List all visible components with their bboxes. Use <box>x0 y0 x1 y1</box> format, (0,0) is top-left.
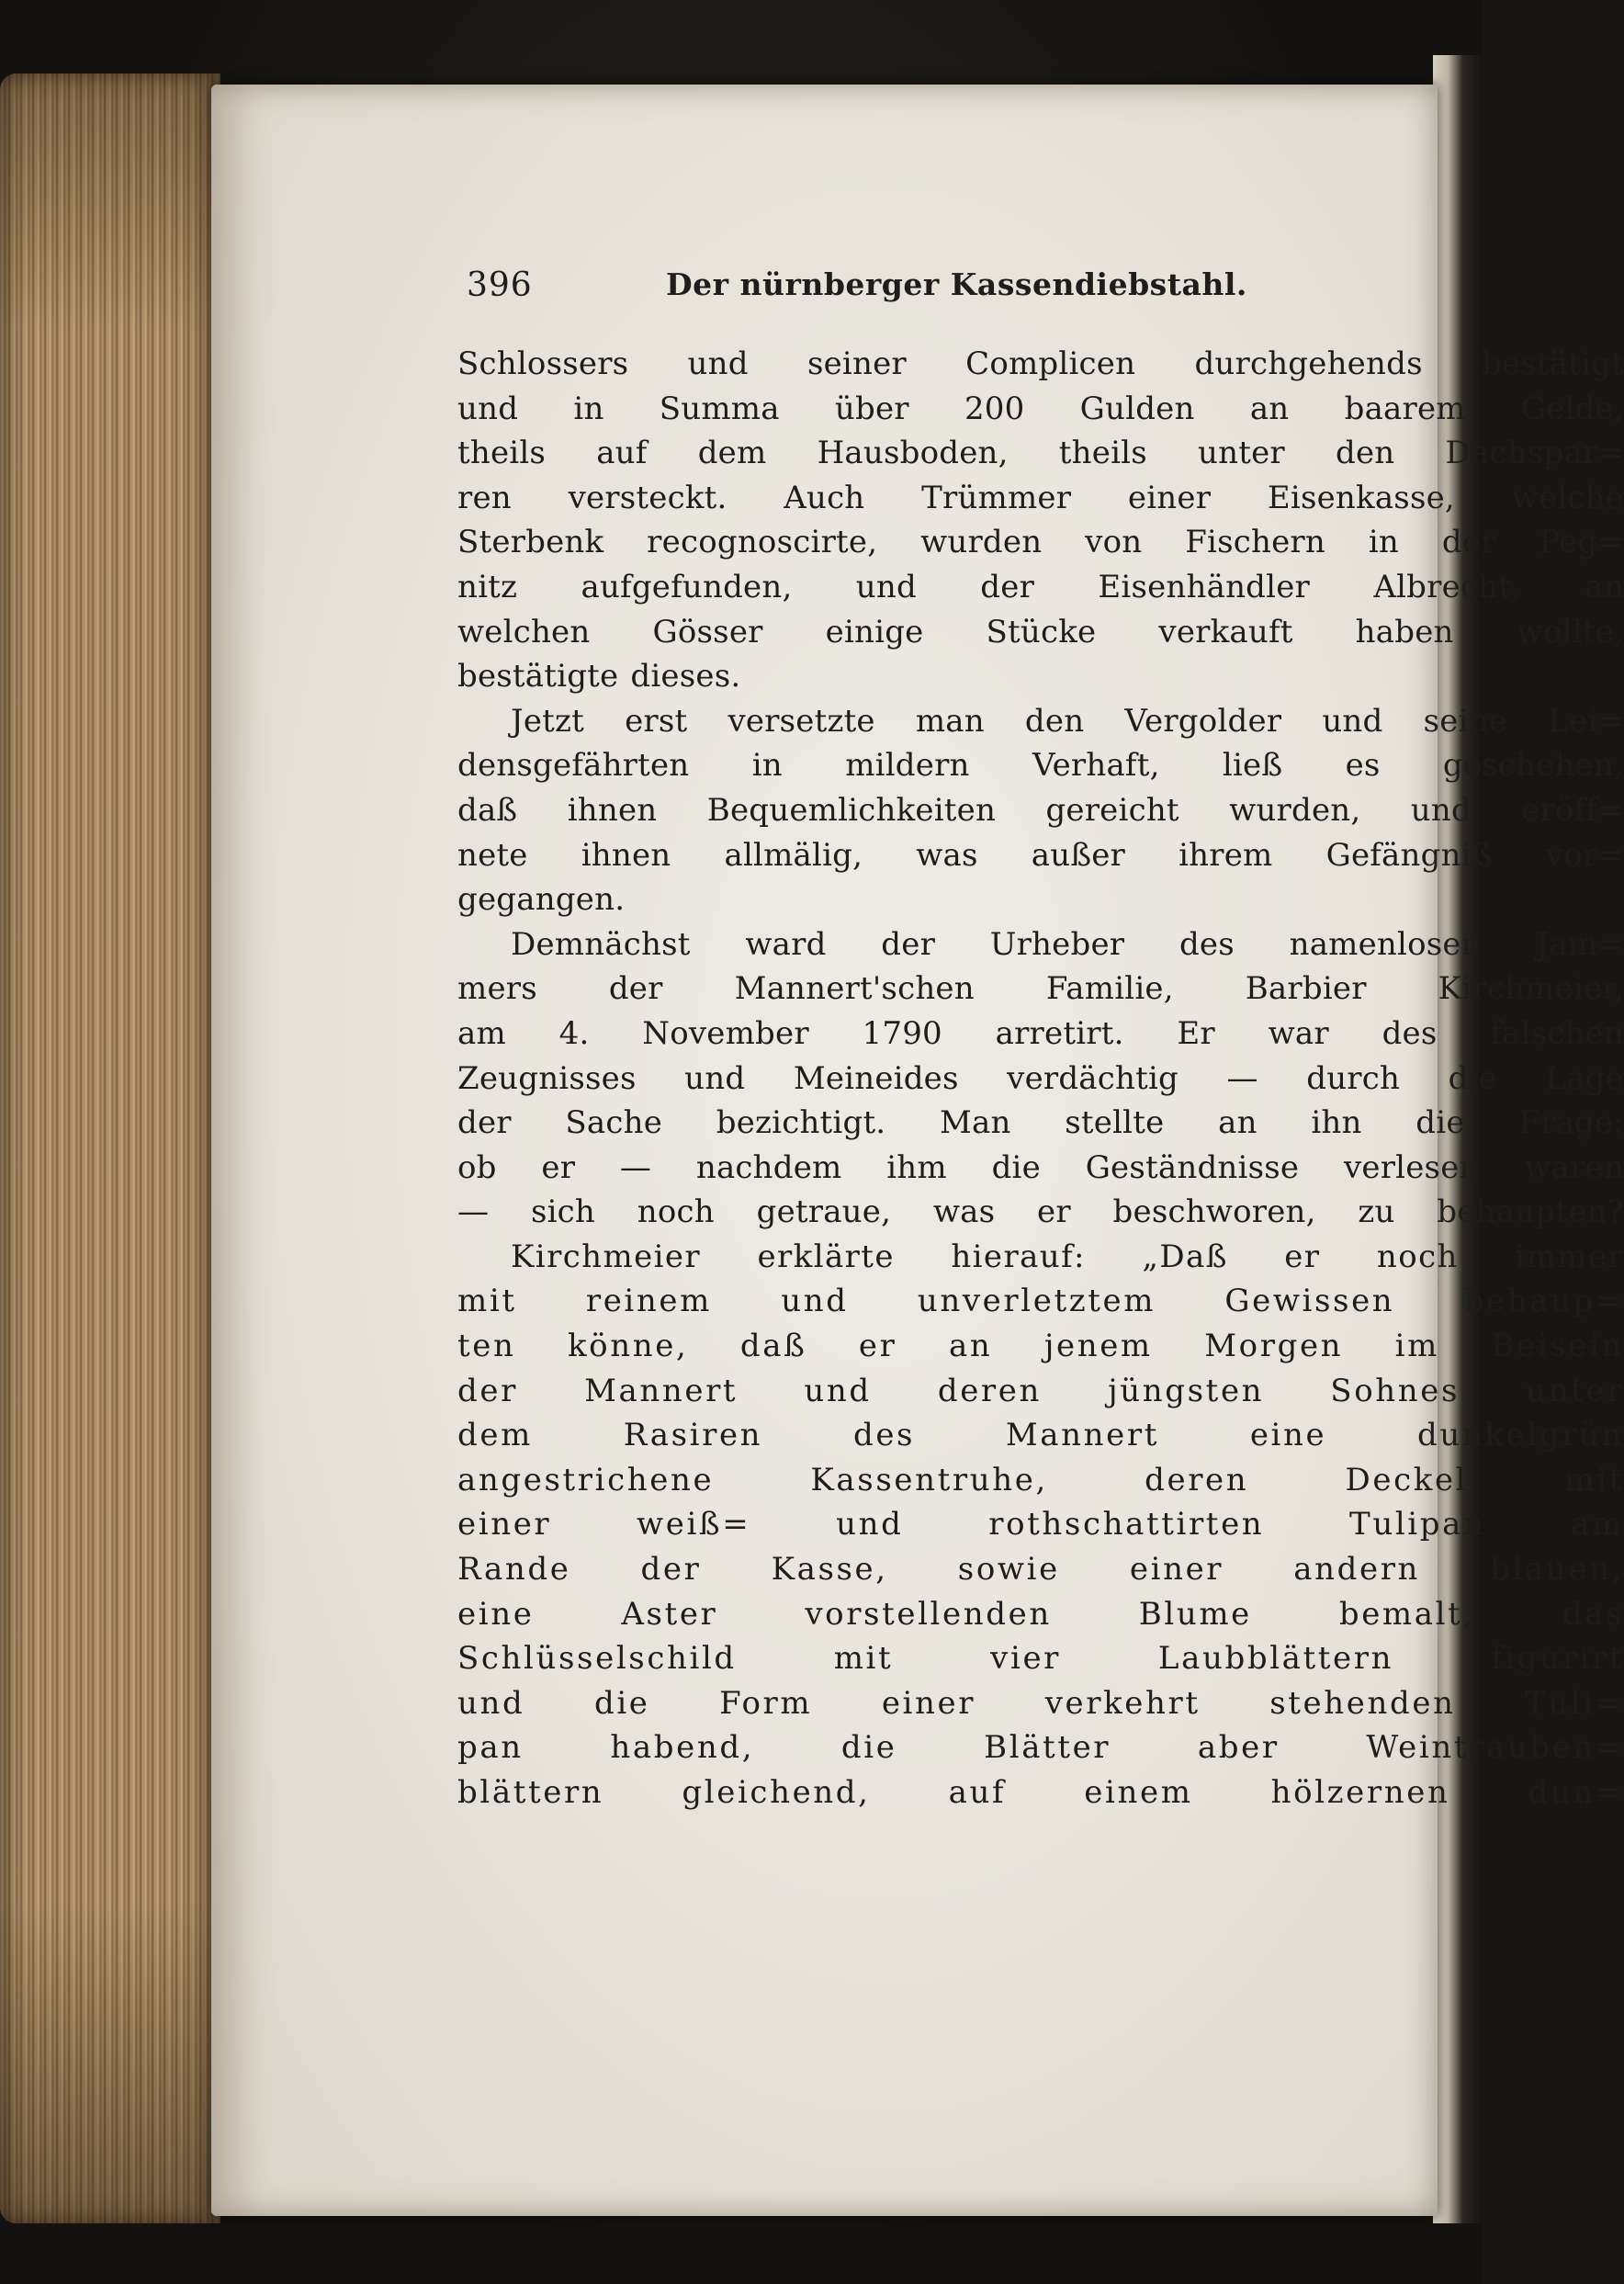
text-line: — sich noch getraue, was er beschworen, zu behaupten? <box>457 1193 1624 1231</box>
text-line: ten könne, daß er an jenem Morgen im Beisein <box>457 1328 1624 1365</box>
text-line: Zeugnisses und Meineides verdächtig — durch die Lage <box>457 1059 1624 1097</box>
text-line: mit reinem und unverletztem Gewissen behaup= <box>457 1283 1624 1320</box>
text-line: ren versteckt. Auch Trümmer einer Eisenkasse, welche <box>457 479 1624 516</box>
text-line: und in Summa über 200 Gulden an baarem Gelde, <box>457 390 1624 427</box>
text-line: Demnächst ward der Urheber des namenlosen Jam= <box>511 925 1624 963</box>
text-line: Jetzt erst versetzte man den Vergolder und seine Lei= <box>511 702 1624 740</box>
text-line: bestätigte dieses. <box>457 658 741 695</box>
text-line: Schlossers und seiner Complicen durchgehends bestätigt <box>457 345 1624 382</box>
text-line: Rande der Kasse, sowie einer andern blauen, <box>457 1551 1624 1589</box>
text-line: mers der Mannert'schen Familie, Barbier Kirchmeier, <box>457 970 1624 1008</box>
text-line: theils auf dem Hausboden, theils unter den Dachspar= <box>457 435 1624 472</box>
text-line: densgefährten in mildern Verhaft, ließ es geschehen, <box>457 747 1624 785</box>
text-line: pan habend, die Blätter aber Weintrauben= <box>457 1729 1624 1767</box>
text-line: und die Form einer verkehrt stehenden Tuli= <box>457 1684 1624 1722</box>
text-line: Kirchmeier erklärte hierauf: „Daß er noch immer <box>511 1238 1624 1275</box>
text-line: einer weiß= und rothschattirten Tulipan am <box>457 1506 1624 1543</box>
text-line: Schlüsselschild mit vier Laubblättern figurirt <box>457 1640 1624 1678</box>
text-line: nitz aufgefunden, und der Eisenhändler Albrecht, an <box>457 568 1624 605</box>
page-content <box>246 266 1624 1811</box>
book-fore-edge <box>0 73 220 2223</box>
text-line: eine Aster vorstellenden Blume bemalt, das <box>457 1595 1624 1633</box>
text-line: blättern gleichend, auf einem hölzernen dun= <box>457 1774 1624 1811</box>
page-number: 396 <box>467 266 533 304</box>
text-line: am 4. November 1790 arretirt. Er war des falschen <box>457 1014 1624 1052</box>
running-title: Der nürnberger Kassendiebstahl. <box>666 266 1247 302</box>
text-line: nete ihnen allmälig, was außer ihrem Gefängniß vor= <box>457 836 1624 874</box>
text-line: gegangen. <box>457 881 626 919</box>
text-line: dem Rasiren des Mannert eine dunkelgrün <box>457 1417 1624 1454</box>
text-line: ob er — nachdem ihm die Geständnisse verlesen waren <box>457 1148 1624 1186</box>
text-line: angestrichene Kassentruhe, deren Deckel mit <box>457 1461 1624 1498</box>
text-line: der Mannert und deren jüngsten Sohnes unter <box>457 1372 1624 1409</box>
text-line: der Sache bezichtigt. Man stellte an ihn die Frage: <box>457 1104 1624 1142</box>
running-head <box>246 266 1371 322</box>
text-line: daß ihnen Bequemlichkeiten gereicht wurden, und eröff= <box>457 791 1624 829</box>
text-line: Sterbenk recognoscirte, wurden von Fischern in der Peg= <box>457 524 1624 561</box>
body-text <box>457 342 1624 1815</box>
text-line: welchen Gösser einige Stücke verkauft haben wollte, <box>457 613 1624 650</box>
